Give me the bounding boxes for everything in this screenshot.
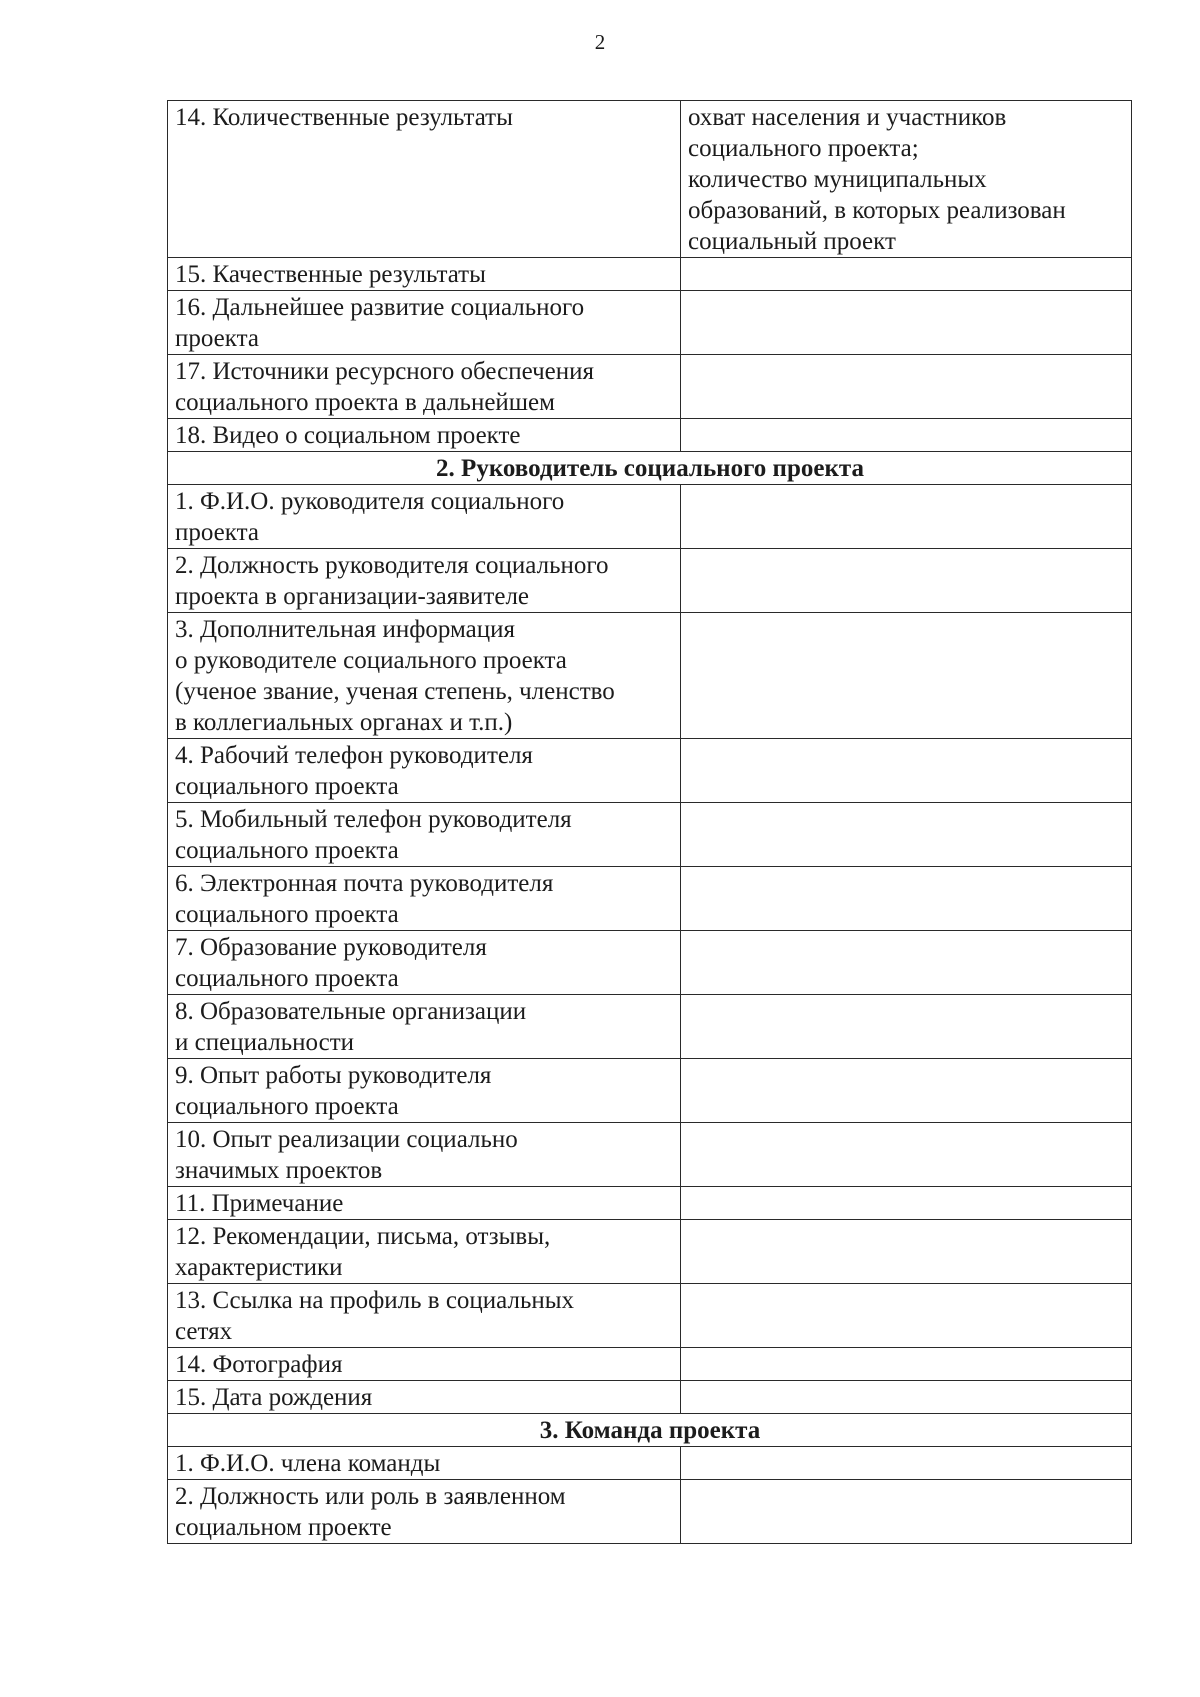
field-value[interactable] <box>681 355 1132 419</box>
field-label: 12. Рекомендации, письма, отзывы, характеристики <box>168 1220 681 1284</box>
form-row <box>168 1284 1132 1348</box>
field-value[interactable] <box>681 1123 1132 1187</box>
field-label: 10. Опыт реализации социально значимых проектов <box>168 1123 681 1187</box>
form-row <box>168 1447 1132 1480</box>
field-label: 14. Количественные результаты <box>168 101 681 258</box>
field-label: 4. Рабочий телефон руководителя социального проекта <box>168 739 681 803</box>
form-row <box>168 1480 1132 1544</box>
form-row <box>168 867 1132 931</box>
field-value[interactable] <box>681 739 1132 803</box>
field-value[interactable] <box>681 1187 1132 1220</box>
field-label: 16. Дальнейшее развитие социального проекта <box>168 291 681 355</box>
field-label: 2. Должность или роль в заявленном социальном проекте <box>168 1480 681 1544</box>
field-value[interactable] <box>681 291 1132 355</box>
form-row <box>168 1123 1132 1187</box>
field-value[interactable] <box>681 1348 1132 1381</box>
field-label: 13. Ссылка на профиль в социальных сетях <box>168 1284 681 1348</box>
field-value[interactable] <box>681 258 1132 291</box>
form-row <box>168 739 1132 803</box>
application-form-table <box>167 100 1132 1544</box>
form-row <box>168 1059 1132 1123</box>
form-row <box>168 485 1132 549</box>
field-label: 17. Источники ресурсного обеспечения социального проекта в дальнейшем <box>168 355 681 419</box>
field-label: 6. Электронная почта руководителя социального проекта <box>168 867 681 931</box>
field-value[interactable] <box>681 1480 1132 1544</box>
form-row <box>168 613 1132 739</box>
section-heading: 2. Руководитель социального проекта <box>168 452 1132 485</box>
form-row <box>168 291 1132 355</box>
form-row <box>168 419 1132 452</box>
field-label: 8. Образовательные организации и специальности <box>168 995 681 1059</box>
field-value[interactable] <box>681 1381 1132 1414</box>
field-value[interactable] <box>681 867 1132 931</box>
section-heading-row <box>168 452 1132 485</box>
field-value[interactable] <box>681 1220 1132 1284</box>
form-row <box>168 803 1132 867</box>
form-row <box>168 931 1132 995</box>
field-label: 7. Образование руководителя социального проекта <box>168 931 681 995</box>
form-row <box>168 258 1132 291</box>
field-value[interactable] <box>681 1447 1132 1480</box>
form-row <box>168 1187 1132 1220</box>
field-value[interactable] <box>681 613 1132 739</box>
field-label: 3. Дополнительная информация о руководителе социального проекта (ученое звание, ученая степень, членство в коллегиальных органах и т.п.) <box>168 613 681 739</box>
field-value[interactable] <box>681 1284 1132 1348</box>
form-row <box>168 995 1132 1059</box>
field-label: 14. Фотография <box>168 1348 681 1381</box>
field-label: 18. Видео о социальном проекте <box>168 419 681 452</box>
field-value[interactable] <box>681 419 1132 452</box>
field-value[interactable] <box>681 803 1132 867</box>
field-label: 1. Ф.И.О. руководителя социального проекта <box>168 485 681 549</box>
page-number: 2 <box>594 30 606 54</box>
field-value[interactable] <box>681 485 1132 549</box>
field-label: 15. Дата рождения <box>168 1381 681 1414</box>
form-row <box>168 355 1132 419</box>
field-value[interactable] <box>681 931 1132 995</box>
field-label: 5. Мобильный телефон руководителя социального проекта <box>168 803 681 867</box>
form-row <box>168 549 1132 613</box>
section-heading-row <box>168 1414 1132 1447</box>
form-row <box>168 101 1132 258</box>
form-row <box>168 1348 1132 1381</box>
field-label: 11. Примечание <box>168 1187 681 1220</box>
field-value[interactable]: охват населения и участников социального проекта; количество муниципальных образований, в которых реализован социальный проект <box>681 101 1132 258</box>
field-label: 9. Опыт работы руководителя социального проекта <box>168 1059 681 1123</box>
form-row <box>168 1220 1132 1284</box>
section-heading: 3. Команда проекта <box>168 1414 1132 1447</box>
field-value[interactable] <box>681 995 1132 1059</box>
form-table-body <box>168 101 1132 1544</box>
field-value[interactable] <box>681 549 1132 613</box>
form-row <box>168 1381 1132 1414</box>
field-value[interactable] <box>681 1059 1132 1123</box>
field-label: 2. Должность руководителя социального проекта в организации-заявителе <box>168 549 681 613</box>
field-label: 1. Ф.И.О. члена команды <box>168 1447 681 1480</box>
field-label: 15. Качественные результаты <box>168 258 681 291</box>
